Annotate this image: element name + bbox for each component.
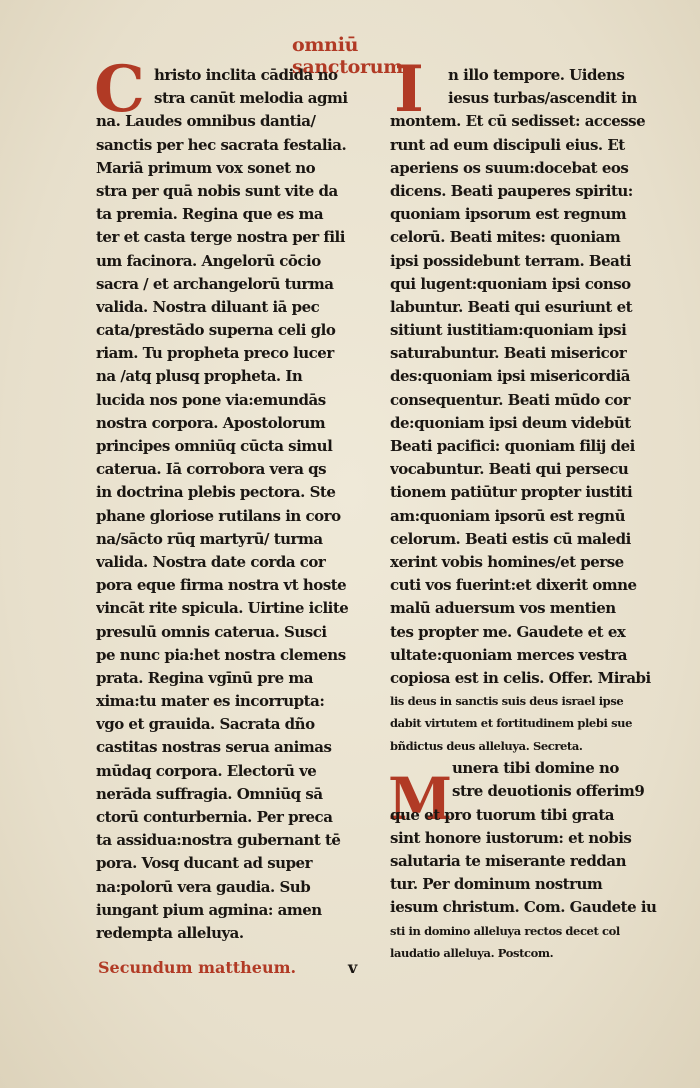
text-line: prata. Regina vgīnū pre ma [96,668,313,687]
text-line: castitas nostras serua animas [96,738,332,757]
text-line: montem. Et cū sedisset: accesse [390,112,646,131]
text-line: presulū omnis caterua. Susci [96,622,327,641]
text-line: xima:tu mater es incorrupta: [96,692,325,711]
text-line: stre deuotionis offerim9 [452,782,645,801]
text-line: sti in domino alleluya rectos decet col [390,923,620,938]
text-line: saturabuntur. Beati misericor [390,344,627,363]
text-line: celorum. Beati estis cū maledi [390,529,631,548]
text-line: dicens. Beati pauperes spiritu: [390,181,633,200]
text-line: xerint vobis homines/et perse [390,552,624,571]
text-line: dabit virtutem et fortitudinem plebi sue [390,716,633,731]
signature-mark: v [348,958,358,977]
initial-i: I [394,52,424,127]
text-line: malū aduersum vos mentien [390,599,616,618]
text-line: ta assidua:nostra gubernant tē [96,831,341,850]
text-line: valida. Nostra diluant iā pec [96,297,320,316]
text-line: lucida nos pone via:emundās [96,390,326,409]
initial-m: M [388,765,453,833]
text-line: tionem patiūtur propter iustiti [390,483,633,502]
text-line: unera tibi domine no [452,759,619,778]
text-line: vocabuntur. Beati qui persecu [390,460,629,479]
text-line: que et pro tuorum tibi grata [390,805,615,824]
text-line: runt ad eum discipuli eius. Et [390,135,625,154]
text-line: tes propter me. Gaudete et ex [390,622,626,641]
text-line: mūdaq corpora. Electorū ve [96,761,317,780]
text-line: salutaria te miserante reddan [390,851,626,870]
text-line: in doctrina plebis pectora. Ste [96,483,336,502]
text-line: caterua. Iā corrobora vera qs [96,460,327,479]
text-line: riam. Tu propheta preco lucer [96,344,334,363]
text-line: sacra / et archangelorū turma [96,274,334,293]
text-line: principes omniūq cūcta simul [96,437,333,455]
text-line: vgo et grauida. Sacrata dño [96,715,315,734]
text-line: sanctis per hec sacrata festalia. [96,135,347,154]
initial-c: C [94,52,145,127]
text-line: ter et casta terge nostra per fili [96,228,345,247]
text-line: ipsi possidebunt terram. Beati [390,251,631,270]
text-line: na. Laudes omnibus dantia/ [96,112,316,131]
text-line: consequentur. Beati mūdo cor [390,390,631,409]
text-line: n illo tempore. Uidens [448,66,625,84]
text-line: na /atq plusq propheta. In [96,367,303,386]
text-line: redempta alleluya. [96,923,244,942]
text-line: iesus turbas/ascendit in [448,89,637,108]
text-line: tur. Per dominum nostrum [390,875,603,894]
text-line: sint honore iustorum: et nobis [390,828,632,847]
text-line: pora. Vosq ducant ad super [96,854,312,873]
text-line: copiosa est in celis. Offer. Mirabi [390,668,651,687]
text-line: nostra corpora. Apostolorum [96,413,326,432]
text-line: cata/prestādo superna celi glo [96,321,336,340]
text-line: qui lugent:quoniam ipsi conso [390,274,631,293]
text-line: Mariā primum vox sonet no [96,158,316,177]
text-line: iungant pium agmina: amen [96,900,322,919]
text-line: pora eque firma nostra vt hoste [96,576,347,595]
text-line: stra per quā nobis sunt vite da [96,181,338,200]
text-line: Beati pacifici: quoniam filij dei [390,437,635,455]
text-line: aperiens os suum:docebat eos [390,158,629,177]
gospel-rubric: Secundum mattheum. [98,958,297,977]
text-line: des:quoniam ipsi misericordiā [390,367,630,386]
text-line: na:polorū vera gaudia. Sub [96,877,311,896]
text-line: iesum christum. Com. Gaudete iu [390,898,657,917]
text-line: na/sācto rūq martyrū/ turma [96,529,323,548]
text-line: am:quoniam ipsorū est regnū [390,506,625,525]
text-line: valida. Nostra date corda cor [96,552,326,571]
right-column [390,64,662,964]
text-line: vincāt rite spicula. Uirtine iclite [96,599,349,618]
text-line: um facinora. Angelorū cōcio [96,251,321,270]
text-line: nerāda suffragia. Omniūq sā [96,784,323,803]
text-line: ctorū conturbernia. Per preca [96,808,333,826]
text-line: lis deus in sanctis suis deus israel ipse [390,694,624,709]
text-line: bñdictus deus alleluya. Secreta. [390,738,583,753]
text-line: cuti vos fuerint:et dixerit omne [390,576,637,595]
left-column [96,64,368,945]
text-line: laudatio alleluya. Postcom. [390,945,554,960]
text-line: hristo inclita cādida no [154,66,338,84]
text-line: ta premia. Regina que es ma [96,205,324,224]
text-line: phane gloriose rutilans in coro [96,506,341,525]
running-header: omniū sanctorum. [292,34,410,78]
text-line: quoniam ipsorum est regnum [390,205,627,224]
text-line: labuntur. Beati qui esuriunt et [390,297,633,316]
text-line: stra canūt melodia agmi [154,89,348,108]
text-line: de:quoniam ipsi deum videbūt [390,413,631,432]
text-line: celorū. Beati mites: quoniam [390,228,621,247]
text-line: pe nunc pia:het nostra clemens [96,645,346,664]
text-line: ultate:quoniam merces vestra [390,645,627,664]
text-line: sitiunt iustitiam:quoniam ipsi [390,321,627,340]
